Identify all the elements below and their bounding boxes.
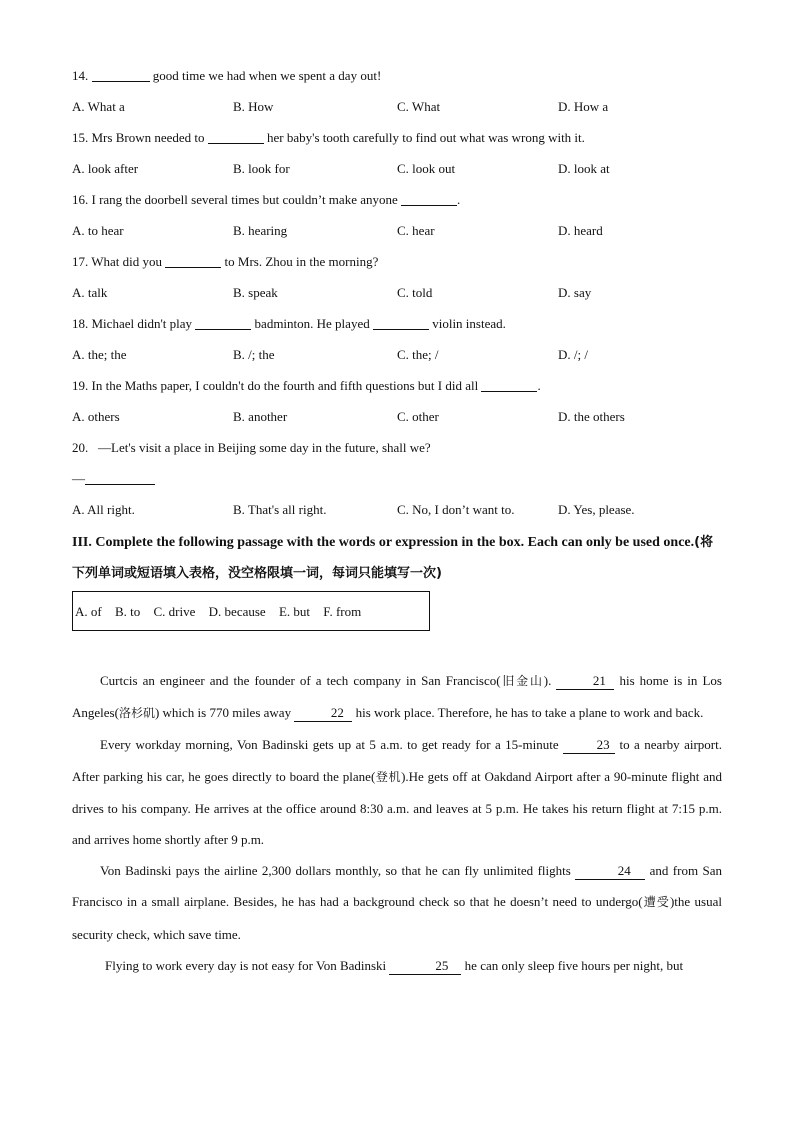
option-a[interactable]: A. the; the <box>72 347 127 362</box>
option-b[interactable]: B. another <box>233 409 288 424</box>
option-a[interactable]: A. others <box>72 409 120 424</box>
paragraph-2: Every workday morning, Von Badinski gets up at 5 a.m. to get ready for a 15-minute 23 to a nearby airport. After parking his car, he goes directly to board the plane(登机).He gets off at Oakdand Airport after a 90-minute flight and drives to his company. He arrives at the office around 8:30 a.m. and leaves at 5 p.m. He takes his return flight at 7:15 p.m. and arrives home shortly after 9 p.m. <box>72 737 722 848</box>
question-17: 17. What did you to Mrs. Zhou in the morning? <box>72 254 379 269</box>
question-15: 15. Mrs Brown needed to her baby's tooth carefully to find out what was wrong with it. <box>72 130 585 145</box>
option-d[interactable]: D. How a <box>558 99 609 114</box>
option-b[interactable]: B. /; the <box>233 347 275 362</box>
blank-25[interactable]: 25 <box>389 958 461 975</box>
option-c[interactable]: C. What <box>397 99 441 114</box>
reading-passage <box>72 665 722 981</box>
option-c[interactable]: C. the; / <box>397 347 439 362</box>
blank-23[interactable]: 23 <box>563 737 615 754</box>
question-19: 19. In the Maths paper, I couldn't do the fourth and fifth questions but I did all . <box>72 378 541 393</box>
section-3-title: III. Complete the following passage with the words or expression in the box. Each can only be used once.(将下列单词或短语填入表格，没空格限填一词，每词只能填写一次) <box>72 535 714 581</box>
options-17 <box>72 279 722 310</box>
option-c[interactable]: C. No, I don’t want to. <box>397 502 515 517</box>
option-b[interactable]: B. look for <box>233 161 290 176</box>
option-d[interactable]: D. /; / <box>558 347 588 362</box>
question-18: 18. Michael didn't play badminton. He played violin instead. <box>72 316 506 331</box>
option-d[interactable]: D. heard <box>558 223 603 238</box>
answer-blank[interactable] <box>401 191 457 206</box>
worksheet-page <box>72 62 722 981</box>
option-b[interactable]: B. How <box>233 99 274 114</box>
option-c[interactable]: C. look out <box>397 161 456 176</box>
blank-24[interactable]: 24 <box>575 863 645 880</box>
answer-blank[interactable] <box>481 377 537 392</box>
blank-21[interactable]: 21 <box>556 673 614 690</box>
option-b[interactable]: B. That's all right. <box>233 502 327 517</box>
question-14: 14. good time we had when we spent a day out! <box>72 68 382 83</box>
paragraph-3: Von Badinski pays the airline 2,300 dollars monthly, so that he can fly unlimited flights 24 and from San Francisco in a small airplane. Besides, he has had a background check so that he doesn’t need to undergo(遭受)the usual security check, which save time. <box>72 863 722 942</box>
options-16 <box>72 217 722 248</box>
options-15 <box>72 155 722 186</box>
question-20-response: — <box>72 465 722 496</box>
option-c[interactable]: C. other <box>397 409 439 424</box>
option-b[interactable]: B. hearing <box>233 223 288 238</box>
option-a[interactable]: A. to hear <box>72 223 124 238</box>
word-option: F. from <box>323 604 362 619</box>
option-a[interactable]: A. look after <box>72 161 139 176</box>
options-18 <box>72 341 722 372</box>
answer-blank[interactable] <box>165 253 221 268</box>
answer-blank[interactable] <box>195 315 251 330</box>
word-option: C. drive <box>153 604 196 619</box>
word-option: B. to <box>114 604 141 619</box>
option-d[interactable]: D. Yes, please. <box>558 502 635 517</box>
option-d[interactable]: D. the others <box>558 409 625 424</box>
option-a[interactable]: A. talk <box>72 285 108 300</box>
answer-blank[interactable] <box>208 129 264 144</box>
paragraph-4: Flying to work every day is not easy for Von Badinski 25 he can only sleep five hours per night, but <box>105 957 684 973</box>
word-option: E. but <box>278 604 310 619</box>
answer-blank[interactable] <box>85 470 155 485</box>
blank-22[interactable]: 22 <box>294 705 352 722</box>
answer-blank[interactable] <box>92 67 150 82</box>
option-a[interactable]: A. All right. <box>72 502 135 517</box>
options-20 <box>72 496 722 527</box>
option-d[interactable]: D. look at <box>558 161 610 176</box>
question-16: 16. I rang the doorbell several times but couldn’t make anyone . <box>72 192 461 207</box>
options-14 <box>72 93 722 124</box>
option-b[interactable]: B. speak <box>233 285 278 300</box>
word-box <box>72 591 430 631</box>
word-option: A. of <box>75 604 102 619</box>
option-a[interactable]: A. What a <box>72 99 125 114</box>
paragraph-1: Curtcis an engineer and the founder of a tech company in San Francisco(旧金山). 21 his home is in Los Angeles(洛杉矶) which is 770 miles away 22 his work place. Therefore, he has to take a plane to work and back. <box>72 673 722 721</box>
option-c[interactable]: C. hear <box>397 223 435 238</box>
question-20: 20. —Let's visit a place in Beijing some day in the future, shall we? <box>72 440 431 455</box>
word-option: D. because <box>208 604 266 619</box>
option-c[interactable]: C. told <box>397 285 433 300</box>
options-19 <box>72 403 722 434</box>
option-d[interactable]: D. say <box>558 285 592 300</box>
answer-blank[interactable] <box>373 315 429 330</box>
